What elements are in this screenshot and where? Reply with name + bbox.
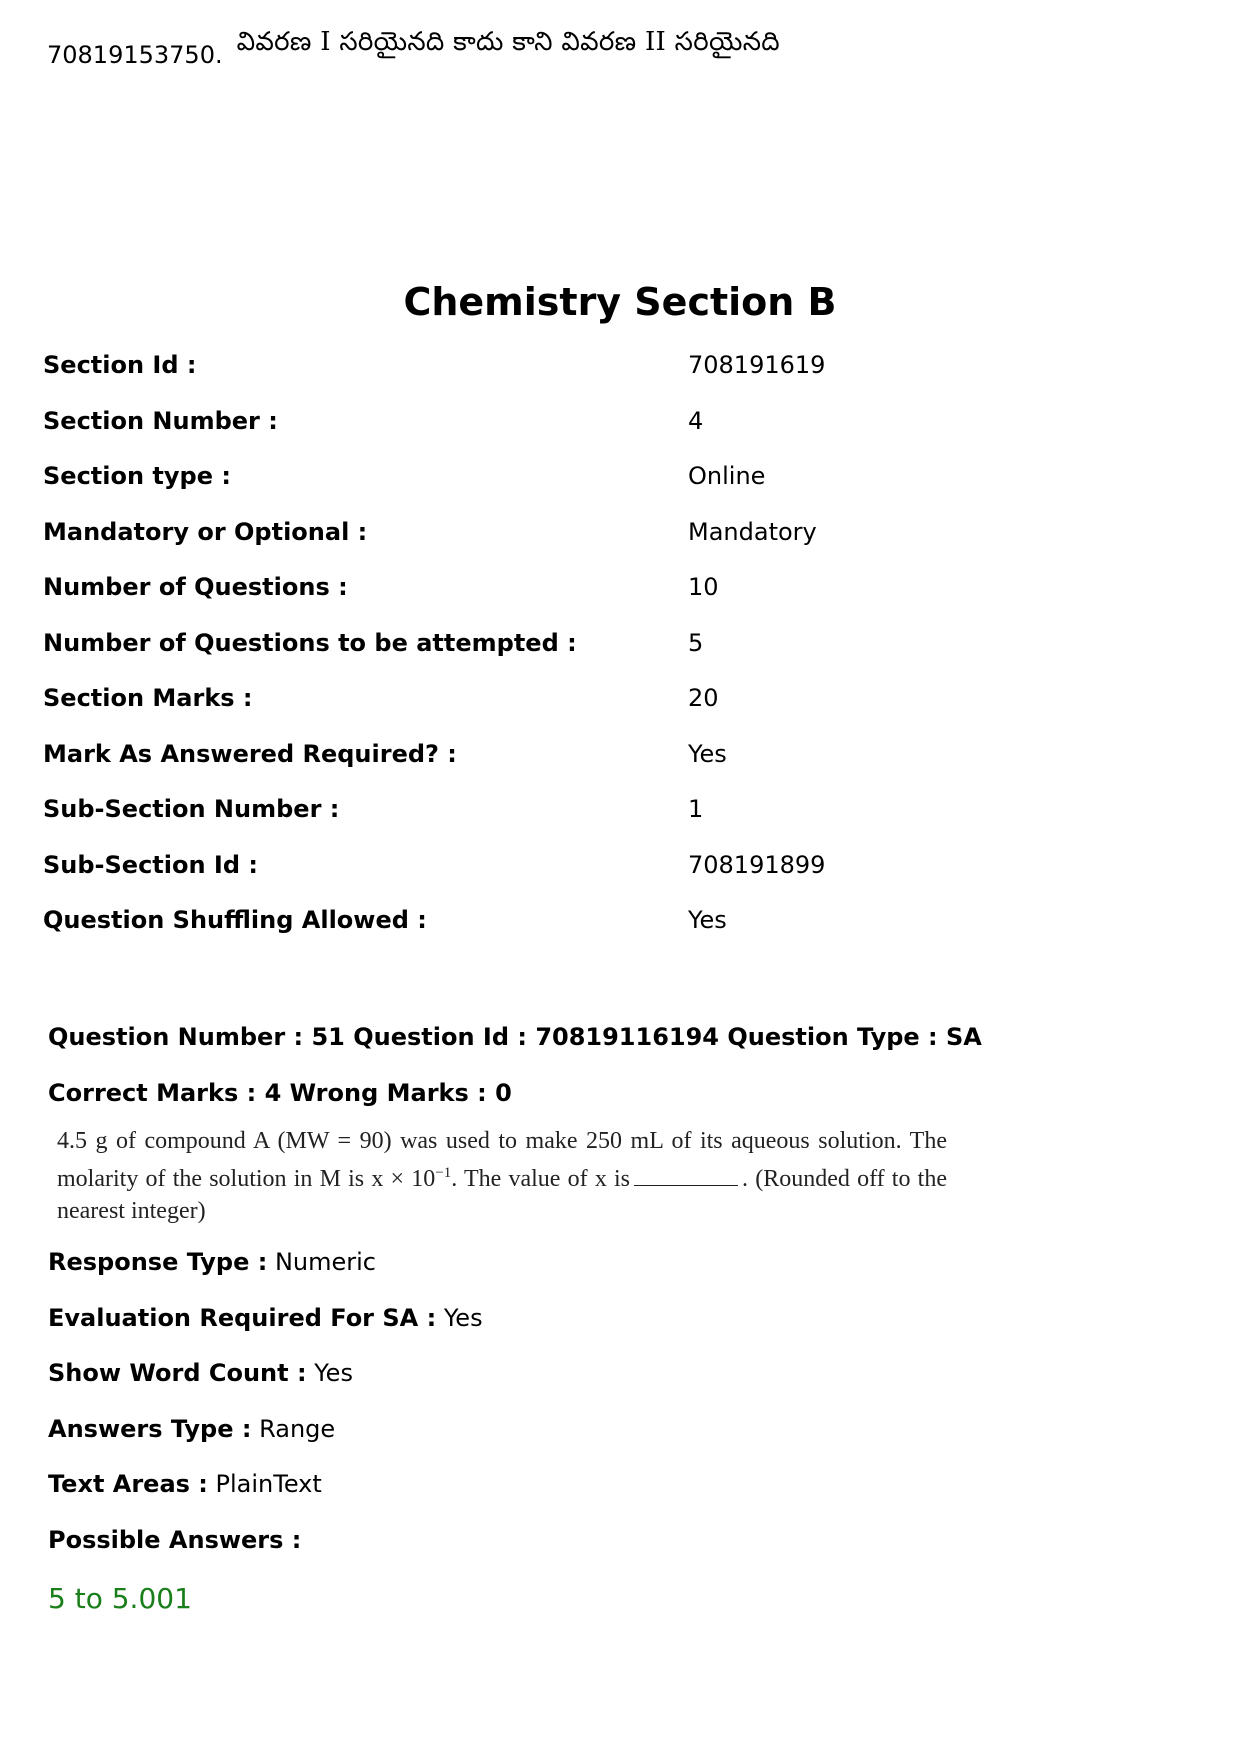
info-row-section-type <box>43 461 1193 517</box>
answer-blank <box>634 1184 738 1186</box>
attr-label: Answers Type : <box>48 1414 252 1443</box>
question-text-exponent: −1 <box>435 1165 452 1181</box>
attr-label: Evaluation Required For SA : <box>48 1303 437 1332</box>
section-title: Chemistry Section B <box>403 280 837 324</box>
attr-label: Text Areas : <box>48 1470 208 1498</box>
info-value: 20 <box>688 684 719 712</box>
question-text-part3: . (Rounded off to the nearest integer) <box>57 1166 947 1224</box>
attr-show-word-count <box>48 1358 1198 1414</box>
info-label: Mark As Answered Required? : <box>43 739 457 768</box>
info-label: Section Id : <box>43 351 197 379</box>
question-text-part2: . The value of x is <box>451 1166 631 1192</box>
info-value: 4 <box>688 406 704 435</box>
info-row-mark-answered <box>43 739 1193 795</box>
info-value: 708191619 <box>688 351 826 379</box>
attr-evaluation-required <box>48 1303 1198 1359</box>
question-marks: Correct Marks : 4 Wrong Marks : 0 <box>48 1078 512 1107</box>
info-label: Sub-Section Number : <box>43 795 340 823</box>
attr-answers-type <box>48 1414 1198 1470</box>
attr-label: Show Word Count : <box>48 1359 307 1387</box>
info-row-num-questions <box>43 572 1193 628</box>
info-value: Online <box>688 462 766 490</box>
possible-answers-label <box>48 1525 1198 1581</box>
attr-value: Numeric <box>274 1248 376 1276</box>
info-value: 708191899 <box>688 850 826 879</box>
info-value: Mandatory <box>688 517 817 546</box>
section-info-table <box>43 350 1193 961</box>
info-label: Mandatory or Optional : <box>43 517 368 546</box>
info-label: Number of Questions : <box>43 573 348 601</box>
option-id: 70819153750. <box>47 41 223 69</box>
info-row-section-marks <box>43 683 1193 739</box>
info-label: Number of Questions to be attempted : <box>43 628 577 657</box>
info-value: 10 <box>688 573 719 601</box>
info-label: Question Shuffling Allowed : <box>43 906 427 934</box>
info-row-num-attempt <box>43 628 1193 684</box>
info-row-mandatory <box>43 517 1193 573</box>
attr-label: Response Type : <box>48 1248 268 1276</box>
attr-value: Yes <box>443 1303 483 1332</box>
question-text <box>57 1125 947 1227</box>
info-label: Section Number : <box>43 406 278 435</box>
attr-value: Range <box>259 1414 336 1443</box>
info-label: Section type : <box>43 462 231 490</box>
info-value: 5 <box>688 628 704 657</box>
info-value: Yes <box>688 906 727 934</box>
attr-text-areas <box>48 1469 1198 1525</box>
info-label: Section Marks : <box>43 684 253 712</box>
info-row-subsection-id <box>43 850 1193 906</box>
attr-value: PlainText <box>215 1470 322 1498</box>
question-block <box>48 1022 1198 1616</box>
question-header: Question Number : 51 Question Id : 70819116194 Question Type : SA <box>48 1023 982 1051</box>
question-text-part1: 4.5 g of compound A (MW = 90) was used to make 250 mL of its aqueous solution. The molarity of the solution in M is x × 10 <box>57 1128 947 1192</box>
option-text-telugu: వివరణ I సరియైనది కాదు కాని వివరణ II సరియైనది <box>236 27 780 57</box>
previous-option-line <box>47 27 780 70</box>
info-row-shuffling <box>43 905 1193 961</box>
info-row-section-id <box>43 350 1193 406</box>
info-row-subsection-number <box>43 794 1193 850</box>
attr-value: Yes <box>314 1359 353 1387</box>
info-label: Sub-Section Id : <box>43 850 258 879</box>
info-value: Yes <box>688 739 727 768</box>
attr-response-type <box>48 1247 1198 1303</box>
possible-answer: 5 to 5.001 <box>48 1582 192 1615</box>
possible-answers-label-text: Possible Answers : <box>48 1525 302 1554</box>
info-row-section-number <box>43 406 1193 462</box>
info-value: 1 <box>688 795 704 823</box>
